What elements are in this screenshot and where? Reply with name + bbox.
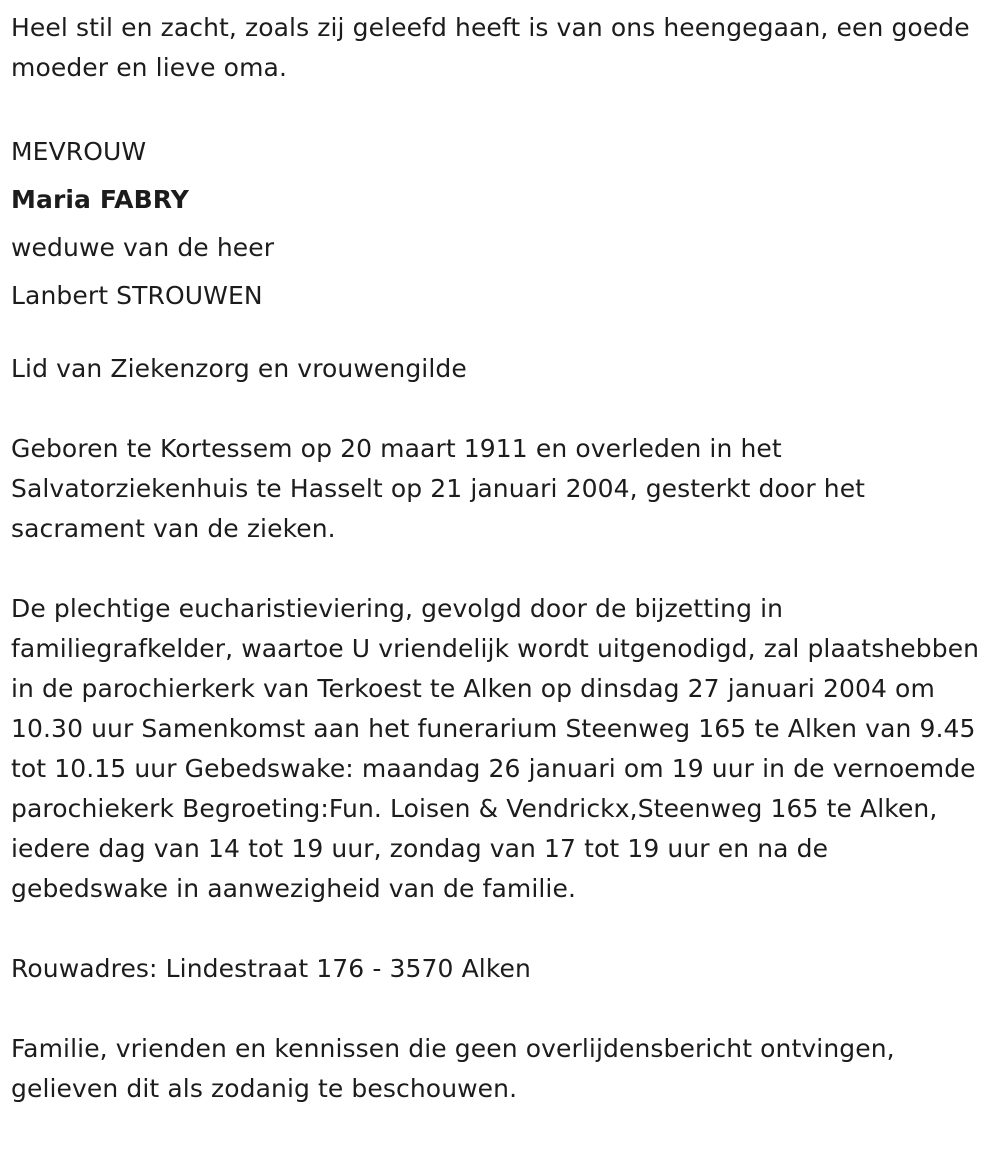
ceremony-text: De plechtige eucharistieviering, gevolgd door de bijzetting in familiegrafkelder, waartoe U vriendelijk wordt uitgenodigd, zal plaatshebben in de parochierkerk van Terkoest te Alken op dinsdag 27 januari 2004 om 10.30 uur Samenkomst aan het funerarium Steenweg 165 te Alken van 9.45 tot 10.15 uur Gebedswake: maandag 26 januari om 19 uur in de vernoemde parochiekerk Begroeting:Fun. Loisen & Vendrickx,Steenweg 165 te Alken, iedere dag van 14 tot 19 uur, zondag van 17 tot 19 uur en na de gebedswake in aanwezigheid van de familie.: [11, 594, 980, 903]
closing-text: Familie, vrienden en kennissen die geen overlijdensbericht ontvingen, gelieven dit als zodanig te beschouwen.: [11, 1034, 895, 1103]
deceased-block: [11, 128, 986, 320]
mourning-address: Rouwadres: Lindestraat 176 - 3570 Alken: [11, 954, 531, 983]
relation-text: weduwe van de heer: [11, 233, 275, 262]
deceased-name: Maria FABRY: [11, 185, 189, 214]
membership-text: Lid van Ziekenzorg en vrouwengilde: [11, 354, 467, 383]
spouse-name: Lanbert STROUWEN: [11, 281, 263, 310]
birth-death-text: Geboren te Kortessem op 20 maart 1911 en overleden in het Salvatorziekenhuis te Hasselt op 21 januari 2004, gesterkt door het sacrament van de zieken.: [11, 434, 866, 543]
honorific: MEVROUW: [11, 137, 147, 166]
intro-text: Heel stil en zacht, zoals zij geleefd heeft is van ons heengegaan, een goede moeder en lieve oma.: [11, 13, 970, 82]
obituary-document: [11, 8, 986, 1149]
